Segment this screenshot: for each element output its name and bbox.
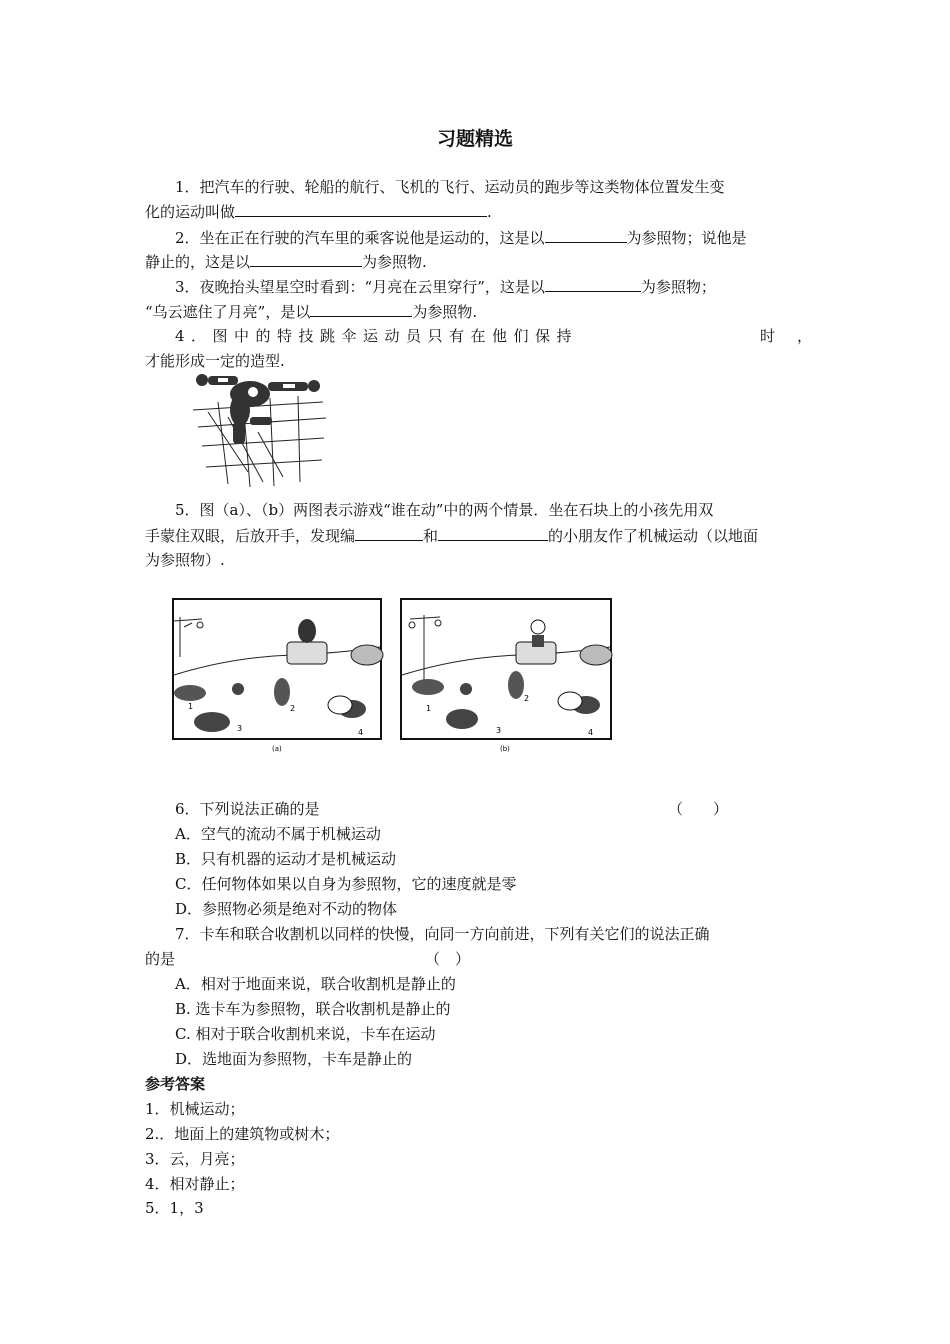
q4-line1-end: 时， [760,327,835,345]
q2-line2 [145,251,427,272]
fig-a-num-2: 2 [290,704,296,713]
answer-item: 4．相对静止； [145,1175,245,1193]
answer-item: 3．云，月亮； [145,1150,245,1168]
q3-text2: 为参照物； [640,278,716,296]
q6-option-b: B．只有机器的运动才是机械运动 [175,850,397,868]
q3-text3: “乌云遮住了月亮”，是以 [145,303,311,321]
q6-stem: 6．下列说法正确的是 [175,800,320,818]
game-figure-b [400,597,614,755]
q1-blank[interactable] [235,201,487,217]
q6-option-d: D．参照物必须是绝对不动的物体 [175,900,398,918]
fig-b-num-2: 2 [524,694,530,703]
q2-text4: 为参照物. [362,253,427,271]
q3-line1 [175,276,716,297]
q7-line2: 的是 [145,950,176,968]
q1-line1: 1．把汽车的行驶、轮船的航行、飞机的飞行、运动员的跑步等这类物体位置发生变 [175,178,725,196]
q3-blank1[interactable] [545,276,641,292]
q1-text: 化的运动叫做 [145,203,236,221]
fig-b-num-4: 4 [588,728,594,737]
q4-line1: 4．图中的特技跳伞运动员只有在他们保持 [175,327,579,345]
q5-blank1[interactable] [355,525,423,541]
q5-line2 [145,525,758,546]
q5-line1: 5．图（a）、（b）两图表示游戏“谁在动”中的两个情景．坐在石块上的小孩先用双 [175,501,714,519]
q5-line3: 为参照物）. [145,551,225,569]
q5-text3: 的小朋友作了机械运动（以地面 [548,527,759,545]
q3-text1: 3．夜晚抬头望星空时看到：“月亮在云里穿行”，这是以 [175,278,545,296]
fig-a-num-3: 3 [237,724,243,733]
answer-item: 2.．地面上的建筑物或树木； [145,1125,340,1143]
q2-text3: 静止的，这是以 [145,253,251,271]
answer-item: 1．机械运动； [145,1100,245,1118]
q6-answer-paren: （ ） [668,800,729,818]
q2-blank1[interactable] [545,227,627,243]
q7-option-d: D．选地面为参照物，卡车是静止的 [175,1050,413,1068]
q1-line2 [145,201,492,222]
q5-text2: 和 [423,527,439,545]
q3-blank2[interactable] [310,301,412,317]
q7-option-a: A．相对于地面来说，联合收割机是静止的 [175,975,456,993]
page-title: 习题精选 [436,128,513,150]
q2-text2: 为参照物；说他是 [626,229,747,247]
skydivers-figure [188,372,328,490]
q2-blank2[interactable] [250,251,362,267]
fig-a-num-1: 1 [188,702,194,711]
answers-heading: 参考答案 [145,1075,206,1093]
q6-option-a: A．空气的流动不属于机械运动 [175,825,381,843]
q5-blank2[interactable] [438,525,548,541]
q2-line1 [175,227,747,248]
q1-end: . [487,203,492,221]
q3-line2 [145,301,477,322]
q2-text1: 2．坐在正在行驶的汽车里的乘客说他是运动的，这是以 [175,229,545,247]
game-figure-a [172,597,384,755]
q7-option-b: B. 选卡车为参照物，联合收割机是静止的 [175,1000,451,1018]
fig-a-label: (a) [272,745,282,753]
fig-b-label: (b) [500,745,510,753]
q7-line1: 7．卡车和联合收割机以同样的快慢，向同一方向前进，下列有关它们的说法正确 [175,925,710,943]
q7-answer-paren: （ ） [425,950,471,968]
q5-text1: 手蒙住双眼，后放开手，发现编 [145,527,356,545]
q6-option-c: C．任何物体如果以自身为参照物，它的速度就是零 [175,875,517,893]
answer-item: 5．1，3 [145,1199,204,1217]
q3-text4: 为参照物. [412,303,478,321]
fig-b-num-1: 1 [426,704,432,713]
fig-b-num-3: 3 [496,726,502,735]
q4-line2: 才能形成一定的造型. [145,352,285,370]
fig-a-num-4: 4 [358,728,364,737]
q7-option-c: C. 相对于联合收割机来说，卡车在运动 [175,1025,436,1043]
